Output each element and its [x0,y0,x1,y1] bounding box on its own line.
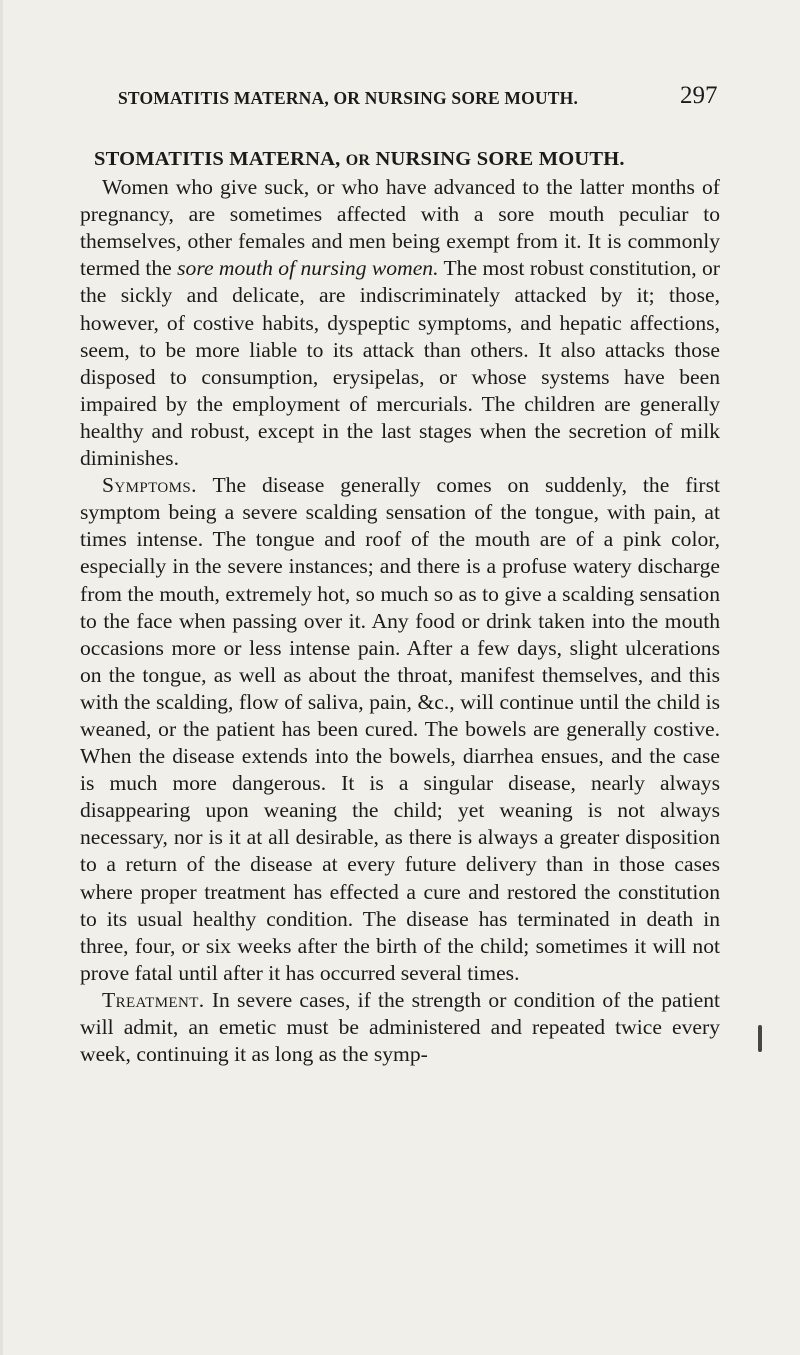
intro-paragraph [80,174,720,472]
treatment-text: In severe cases, if the strength or condition of the patient will admit, an emetic must be administered and repeated twice every week, continuing it as long as the symp- [80,987,720,1067]
italic-term: sore mouth of nursing women. [177,256,439,281]
section-title [94,146,720,174]
page-number: 297 [680,82,718,109]
symptoms-paragraph [80,472,720,987]
gutter-shadow [0,0,3,1355]
symptoms-text: The disease generally comes on suddenly, the first symptom being a severe scalding sensation of the tongue, with pain, at times intense. The tongue and roof of the mouth are of a pink color, especially in the severe instances; and there is a profuse watery discharge from the mouth, extremely hot, so much so as to give a scalding sensation to the face when passing over it. Any food or drink taken into the mouth occasions more or less intense pain. After a few days, slight ulcerations on the tongue, as well as about the throat, manifest themselves, and this with the scalding, flow of saliva, pain, &c., will continue until the child is weaned, or the patient has been cured. The bowels are generally costive. When the disease extends into the bowels, diarrhea ensues, and the case is much more dangerous. It is a singular disease, nearly always disappearing upon weaning the child; yet weaning is not always necessary, nor is it at all desirable, as there is always a greater disposition to a return of the disease at every future delivery than in those cases where proper treatment has effected a cure and restored the constitution to its usual healthy condition. The disease has terminated in death in three, four, or six weeks after the birth of the child; sometimes it will not prove fatal until after it has occurred several times. [80,473,720,985]
symptoms-label: Symptoms. [102,473,197,498]
body-text [80,146,720,1068]
treatment-label: Treatment. [102,987,205,1012]
section-title-part1: STOMATITIS MATERNA, [94,148,341,170]
treatment-paragraph [80,987,720,1068]
running-header [118,82,718,109]
running-title: STOMATITIS MATERNA, OR NURSING SORE MOUTH. [118,88,579,108]
section-title-part2: NURSING SORE MOUTH. [375,148,625,170]
intro-text-a: Women who give suck, or who have advanced to the latter months of pregnancy, are sometimes affected with a sore mouth peculiar to themselves, other females and men being exempt from it. It is commonly termed the [80,175,720,281]
section-title-or: OR [345,152,371,169]
intro-text-b: The most robust constitution, or the sickly and delicate, are indiscriminately attacked by it; those, however, of costive habits, dyspeptic symptoms, and hepatic affections, seem, to be more liable to its attack than others. It also attacks those disposed to consumption, erysipelas, or whose systems have been impaired by the employment of mercurials. The children are generally healthy and robust, except in the last stages when the secretion of milk diminishes. [80,256,720,471]
margin-ink-mark [758,1025,762,1052]
